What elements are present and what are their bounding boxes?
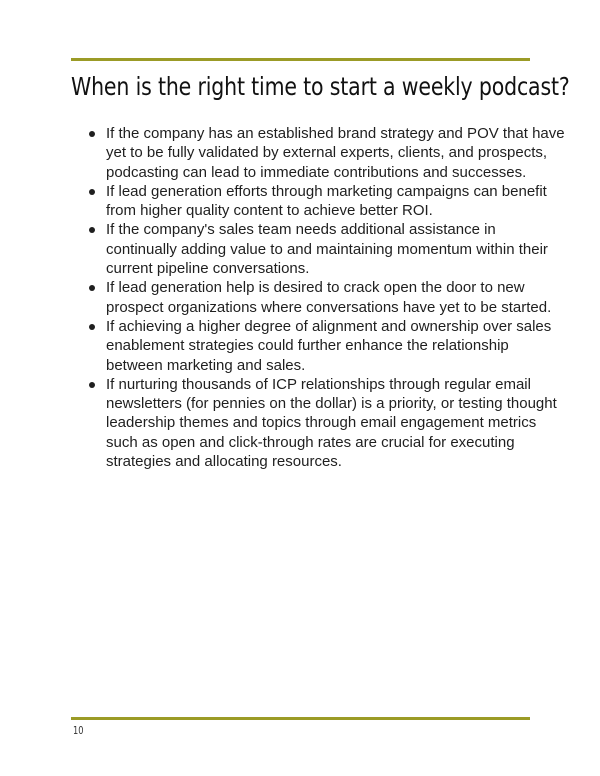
page-number: 10 [73,724,84,737]
list-item [88,375,568,471]
list-item [88,182,568,221]
top-divider [71,58,530,61]
bullet-icon [89,131,95,137]
list-item [88,220,568,278]
bottom-divider [71,717,530,720]
page-title: When is the right time to start a weekly podcast? [71,72,570,101]
list-item-text: If lead generation help is desired to crack open the door to new prospect organizations where conversations have yet to be started. [106,279,552,316]
list-item-text: If the company has an established brand strategy and POV that have yet to be fully validated by external experts, clients, and prospects, podcasting can lead to immediate contributions and successes. [106,125,565,181]
list-item-text: If the company's sales team needs additional assistance in continually adding value to and maintaining momentum within their current pipeline conversations. [106,221,548,278]
bullet-icon [89,227,95,233]
list-item [88,317,568,375]
list-item-text: If nurturing thousands of ICP relationships through regular email newsletters (for pennies on the dollar) is a priority, or testing thought leadership themes and topics through email engagement metrics such as open and click-through rates are crucial for executing strategies and allocating resources. [106,375,557,471]
bullet-list [88,124,568,471]
bullet-icon [89,324,95,330]
list-item [88,278,568,317]
list-item-text: If achieving a higher degree of alignment and ownership over sales enablement strategies could further enhance the relationship between marketing and sales. [106,317,552,374]
bullet-icon [89,285,95,291]
bullet-icon [89,189,95,195]
list-item-text: If lead generation efforts through marketing campaigns can benefit from higher quality content to achieve better ROI. [106,182,547,220]
list-item [88,124,568,182]
bullet-icon [89,382,95,388]
